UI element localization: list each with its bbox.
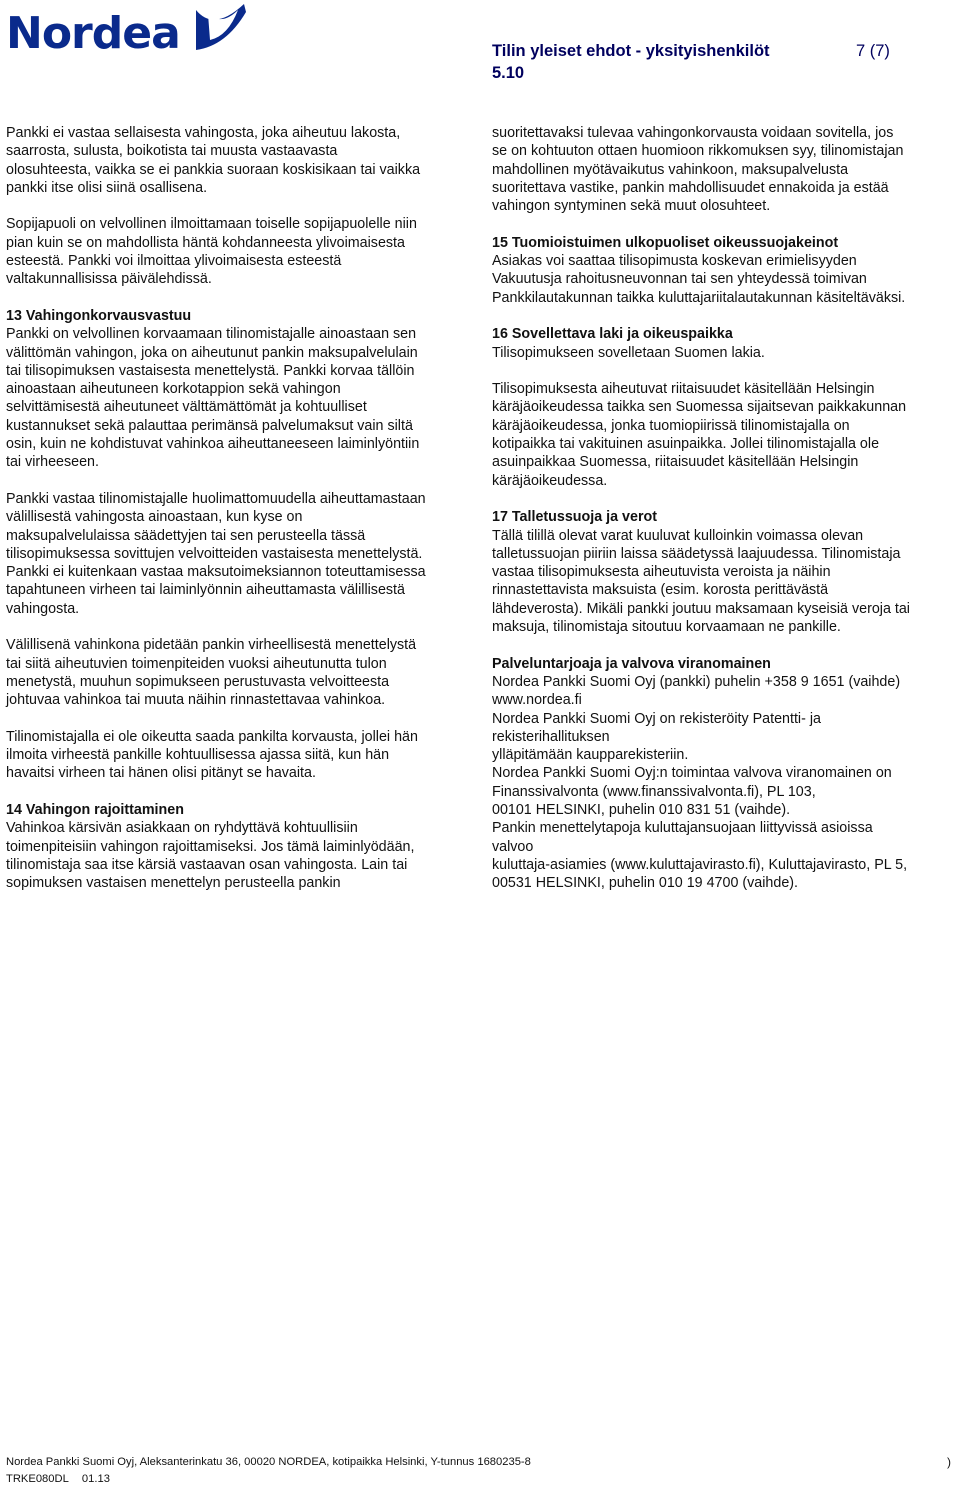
paragraph-line: maksupalvelulaissa säädettyjen tai sen perusteella tässä <box>6 527 366 544</box>
paragraph-line: 00101 HELSINKI, puhelin 010 831 51 (vaihde). <box>492 801 791 818</box>
paragraph-line: Nordea Pankki Suomi Oyj on rekisteröity Patentti- ja <box>492 710 821 727</box>
footer-mark: ) <box>947 1455 951 1469</box>
paragraph-line: tapahtuneen virheen tai laiminlyönnin aiheuttamasta välillisestä <box>6 582 405 599</box>
form-code: TRKE080DL <box>6 1473 69 1485</box>
paragraph-line: välillisestä vahingosta ainoastaan, kun kyse on <box>6 509 303 526</box>
paragraph-line: toimenpiteisiin vahingon rajoittamiseksi. Jos tämä laiminlyödään, <box>6 838 415 855</box>
paragraph-line: käräjäoikeudessa, jonka tuomiopiirissä tilinomistajalla on <box>492 417 850 434</box>
paragraph-line: maksuja, tilinomistaja sitoutuu korvaamaan ne pankille. <box>492 619 841 636</box>
paragraph-line: ylläpitämään kaupparekisteriin. <box>492 747 689 764</box>
paragraph <box>492 655 958 893</box>
document-title <box>492 40 822 84</box>
paragraph-line: www.nordea.fi <box>492 692 582 709</box>
paragraph-line: ilmoita virheestä pankille kohtuullisessa ajassa siitä, kun hän <box>6 747 390 764</box>
paragraph-line: suoritettavaksi tulevaa vahingonkorvausta voidaan sovitella, jos <box>492 125 894 141</box>
paragraph <box>6 801 476 892</box>
paragraph-line: olosuhteesta, vaikka se ei pankkia suoraan koskisikaan tai vaikka <box>6 161 421 178</box>
paragraph-line: tai virheeseen. <box>6 454 99 471</box>
section-heading: 13 Vahingonkorvausvastuu <box>6 307 192 324</box>
paragraph-line: sopimuksen vastaisen menettelyn perusteella pankin <box>6 875 341 892</box>
paragraph-line: Asiakas voi saattaa tilisopimusta koskevan erimielisyyden <box>492 253 857 270</box>
paragraph-line: mahdollinen myötävaikutus vahinkoon, maksupalvelusta <box>492 161 849 178</box>
paragraph-line: kuluttaja-asiamies (www.kuluttajavirasto.fi), Kuluttajavirasto, PL 5, <box>492 856 908 873</box>
paragraph-line: käräjäoikeudessa taikka sen Suomessa sijaitsevan paikkakunnan <box>492 399 907 416</box>
paragraph-line: Nordea Pankki Suomi Oyj (pankki) puhelin +358 9 1651 (vaihde) <box>492 673 901 690</box>
right-column <box>492 124 958 911</box>
paragraph-line: Pankki vastaa tilinomistajalle huolimattomuudella aiheuttamastaan <box>6 490 426 507</box>
footer-form-code <box>6 1472 120 1486</box>
paragraph-line: asuinpaikkaa Suomessa, riitaisuudet käsitellään Helsingin <box>492 454 859 471</box>
section-heading: 14 Vahingon rajoittaminen <box>6 801 184 818</box>
paragraph-line: esteestä. Pankki voi ilmoittaa ylivoimaisesta esteestä <box>6 253 342 270</box>
paragraph <box>6 728 476 783</box>
paragraph-line: rekisterihallituksen <box>492 728 610 745</box>
paragraph-line: suoritettava vastike, pankin mahdollisuudet ennakoida ja estää <box>492 179 889 196</box>
paragraph <box>6 124 476 197</box>
paragraph-line: havaitsi virheen tai hänen olisi pitänyt se havaita. <box>6 765 316 782</box>
paragraph-line: pankki itse olisi siinä osallisena. <box>6 179 208 196</box>
paragraph-line: Pankki ei kuitenkaan vastaa maksutoimeksiannon toteuttamisessa <box>6 564 426 581</box>
paragraph-line: tai siitä aiheutuvien toimenpiteiden vuoksi aiheutunutta tulon <box>6 655 387 672</box>
paragraph-line: Vakuutusja rahoitusneuvonnan tai sen yhteydessä toimivan <box>492 271 867 288</box>
section-heading: 16 Sovellettava laki ja oikeuspaikka <box>492 326 733 343</box>
paragraph-line: johtuvaa vahinkoa tai muuta näihin rinnastettavaa vahinkoa. <box>6 692 386 709</box>
paragraph <box>492 508 958 636</box>
paragraph <box>6 215 476 288</box>
paragraph-line: kustannukset sekä palauttaa perimänsä palvelumaksut vain siltä <box>6 417 413 434</box>
paragraph-line: lähdeverosta). Mikäli pankki joutuu maksamaan kyseisiä veroja tai <box>492 600 910 617</box>
nordea-logo <box>6 2 246 54</box>
paragraph <box>6 307 476 472</box>
paragraph-line: Pankki on velvollinen korvaamaan tilinomistajalle ainoastaan sen <box>6 326 417 343</box>
page-number: 7 (7) <box>856 42 890 60</box>
left-column <box>6 124 476 911</box>
paragraph-line: tilisopimuksessa sovittujen velvoitteiden vastaisesta menettelystä. <box>6 545 423 562</box>
paragraph-line: osin, kuin ne kohdistuvat vahinkoa aiheuttaneeseen laiminlyöntiin <box>6 436 420 453</box>
paragraph-line: Vahinkoa kärsivän asiakkaan on ryhdyttävä kohtuullisiin <box>6 820 358 837</box>
paragraph-line: pian kuin se on mahdollista häntä kohdanneesta ylivoimaisesta <box>6 234 405 251</box>
paragraph-line: talletussuojan piiriin laissa säädetyssä laajuudessa. Tilinomistaja <box>492 545 901 562</box>
paragraph-line: vahingosta. <box>6 600 80 617</box>
paragraph-line: Finanssivalvonta (www.finanssivalvonta.fi), PL 103, <box>492 783 816 800</box>
paragraph <box>6 636 476 709</box>
paragraph-line: Pankki ei vastaa sellaisesta vahingosta, joka aiheutuu lakosta, <box>6 125 401 141</box>
section-heading: 17 Talletussuoja ja verot <box>492 509 658 526</box>
document-version: 5.10 <box>492 64 525 82</box>
paragraph-line: saarrosta, sulusta, boikotista tai muusta vastaavasta <box>6 143 338 160</box>
paragraph-line: menetystä, muuhun sopimukseen perustuvasta velvoitteesta <box>6 673 390 690</box>
footer-company-info: Nordea Pankki Suomi Oyj, Aleksanterinkatu 36, 00020 NORDEA, kotipaikka Helsinki, Y-tunnus 1680235-8 <box>6 1456 531 1468</box>
paragraph-line: rinnastettavista maksuista (esim. korosta perittävästä <box>492 582 829 599</box>
paragraph-line: valvoo <box>492 838 534 855</box>
paragraph-line: Tilisopimuksesta aiheutuvat riitaisuudet käsitellään Helsingin <box>492 381 875 398</box>
paragraph-line: Tilisopimukseen sovelletaan Suomen lakia. <box>492 344 765 361</box>
paragraph-line: selvittämisestä aiheutuneet välttämättömät ja kohtuulliset <box>6 399 367 416</box>
document-title-line1: Tilin yleiset ehdot - yksityishenkilöt <box>492 42 770 60</box>
paragraph-line: ainoastaan aiheutuneen korkotappion sekä vahingon <box>6 381 341 398</box>
paragraph-line: Välillisenä vahinkona pidetään pankin virheellisestä menettelystä <box>6 637 417 654</box>
paragraph-line: se on kohtuuton ottaen huomioon rikkomuksen syy, tilinomistajan <box>492 143 904 160</box>
paragraph-line: vastaa tilisopimuksesta aiheutuvista veroista ja näihin <box>492 564 831 581</box>
section-heading: 15 Tuomioistuimen ulkopuoliset oikeussuojakeinot <box>492 234 839 251</box>
svg-text:Nordea: Nordea <box>6 8 180 54</box>
section-heading: Palveluntarjoaja ja valvova viranomainen <box>492 655 771 672</box>
paragraph <box>492 380 958 490</box>
paragraph-line: Sopijapuoli on velvollinen ilmoittamaan toiselle sopijapuolelle niin <box>6 216 417 233</box>
paragraph-line: Tilinomistajalla ei ole oikeutta saada pankilta korvausta, jollei hän <box>6 728 418 745</box>
paragraph-line: kotipaikka tai vakituinen asuinpaikka. Jollei tilinomistajalla ole <box>492 436 880 453</box>
paragraph <box>492 234 958 307</box>
paragraph-line: Tällä tilillä olevat varat kuuluvat kulloinkin voimassa olevan <box>492 527 864 544</box>
paragraph <box>492 325 958 362</box>
paragraph <box>492 124 958 215</box>
paragraph-line: valtakunnallisissa päivälehdissä. <box>6 271 212 288</box>
paragraph-line: Pankin menettelytapoja kuluttajansuojaan liittyvissä asioissa <box>492 820 873 837</box>
paragraph <box>6 490 476 618</box>
form-date: 01.13 <box>81 1473 110 1485</box>
paragraph-line: Nordea Pankki Suomi Oyj:n toimintaa valvova viranomainen on <box>492 765 892 782</box>
paragraph-line: 00531 HELSINKI, puhelin 010 19 4700 (vaihde). <box>492 875 799 892</box>
paragraph-line: välittömän vahingon, joka on aiheutunut pankin maksupalvelulain <box>6 344 418 361</box>
paragraph-line: tilinomistaja saa itse kärsiä vastaavan osan vahingosta. Lain tai <box>6 856 408 873</box>
paragraph-line: tai tilisopimuksen vastaisesta menettelystä. Pankki korvaa tällöin <box>6 362 415 379</box>
paragraph-line: Pankkilautakunnan taikka kuluttajariitalautakunnan käsiteltäväksi. <box>492 289 906 306</box>
paragraph-line: vahingon syntyminen sekä muut olosuhteet. <box>492 198 771 215</box>
paragraph-line: käräjäoikeudessa. <box>492 472 608 489</box>
